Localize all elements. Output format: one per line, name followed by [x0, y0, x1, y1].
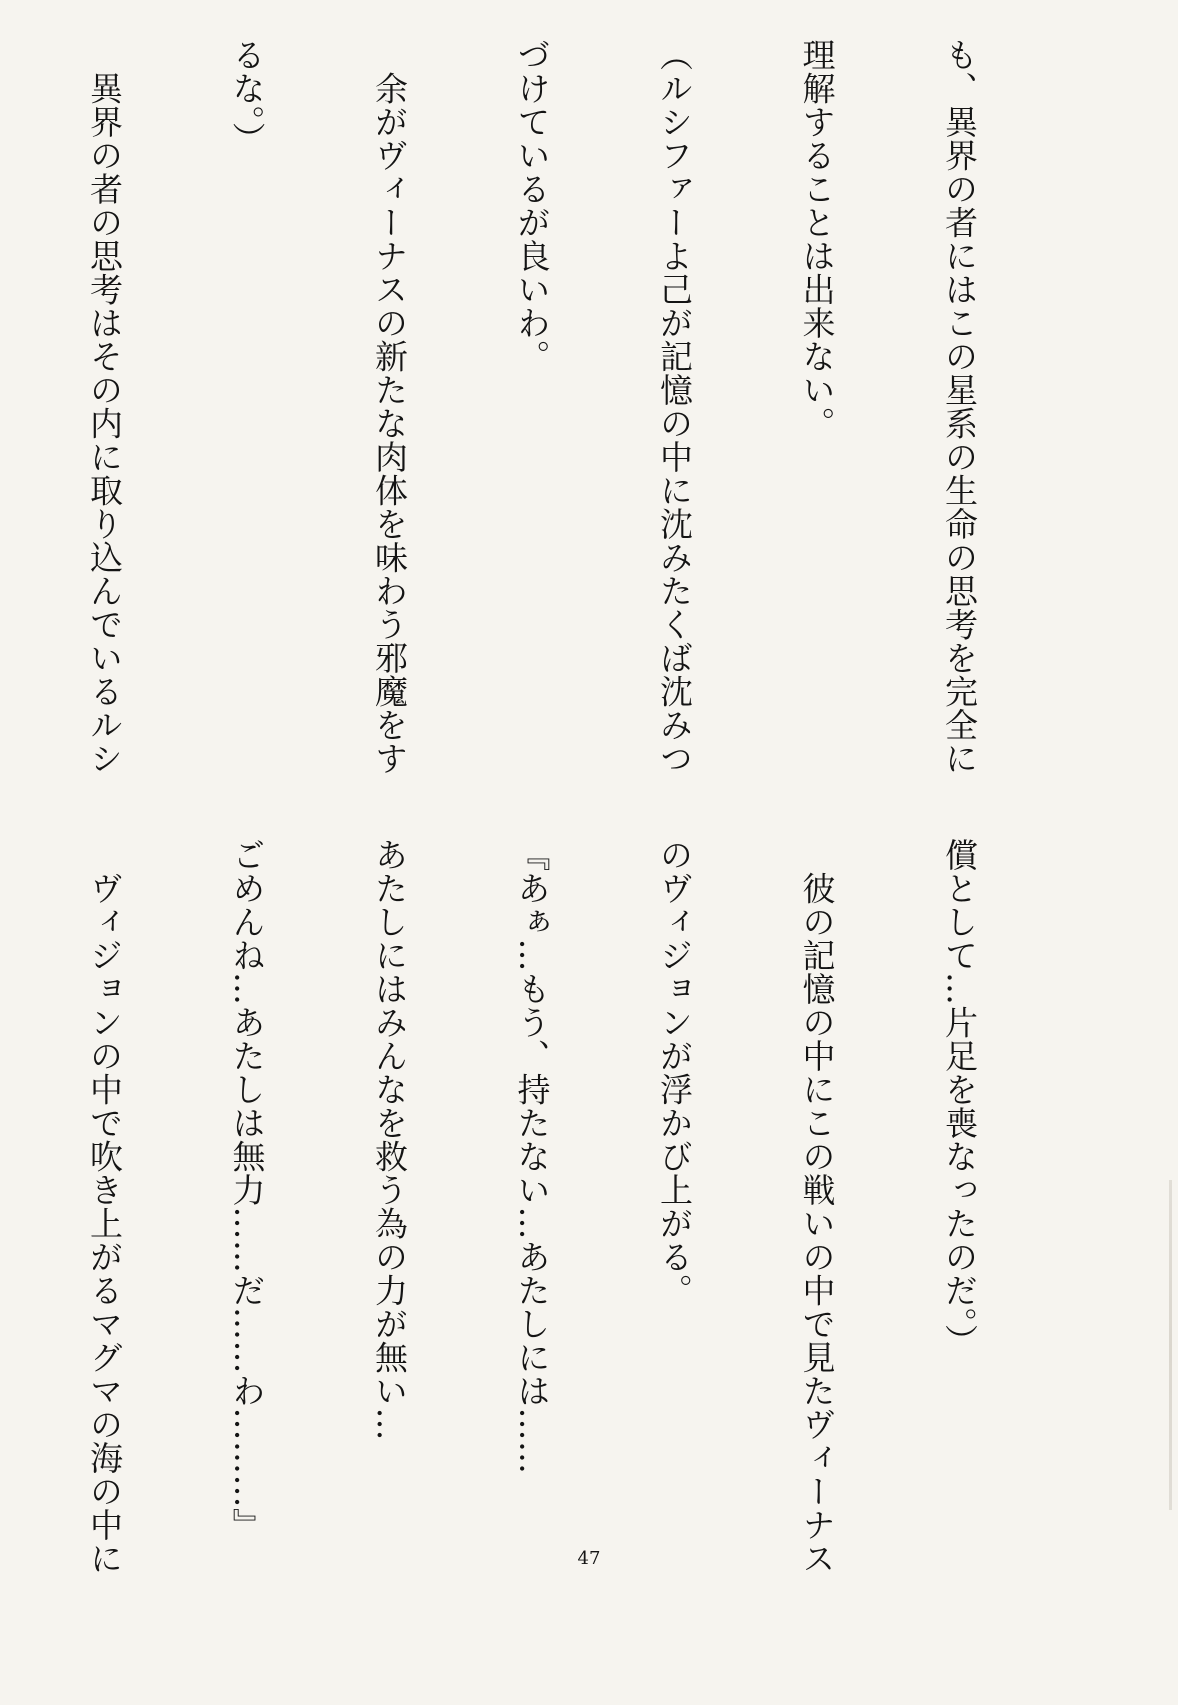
text-line: るな。） [227, 38, 267, 156]
binding-edge [1169, 1180, 1172, 1510]
text-line: も、異界の者にはこの星系の生命の思考を完全に [940, 38, 979, 775]
text-line: ごめんね…あたしは無力……だ……わ………』 [227, 838, 267, 1542]
text-line: 理解することは出来ない。 [797, 38, 837, 440]
page-number: 47 [577, 1548, 601, 1569]
text-line: 『あぁ…もう、持たない…あたしには…… [512, 838, 552, 1475]
text-line: 償として…片足を喪なったのだ。） [940, 838, 979, 1358]
text-line: のヴィジョンが浮かび上がる。 [655, 838, 694, 1307]
text-line: 彼の記憶の中にこの戦いの中で見たヴィーナス [797, 838, 837, 1575]
text-block-top [85, 38, 1078, 798]
text-line: 余がヴィーナスの新たな肉体を味わう邪魔をす [370, 38, 409, 775]
text-line: づけているが良いわ。 [512, 38, 552, 373]
text-line: ヴィジョンの中で吹き上がるマグマの海の中に [85, 838, 124, 1575]
text-line: あたしにはみんなを救う為の力が無い… [370, 838, 409, 1441]
text-line: （ルシファーよ己が記憶の中に沈みたくば沈みつ [655, 38, 694, 775]
text-line: 異界の者の思考はその内に取り込んでいるルシ [85, 38, 124, 775]
